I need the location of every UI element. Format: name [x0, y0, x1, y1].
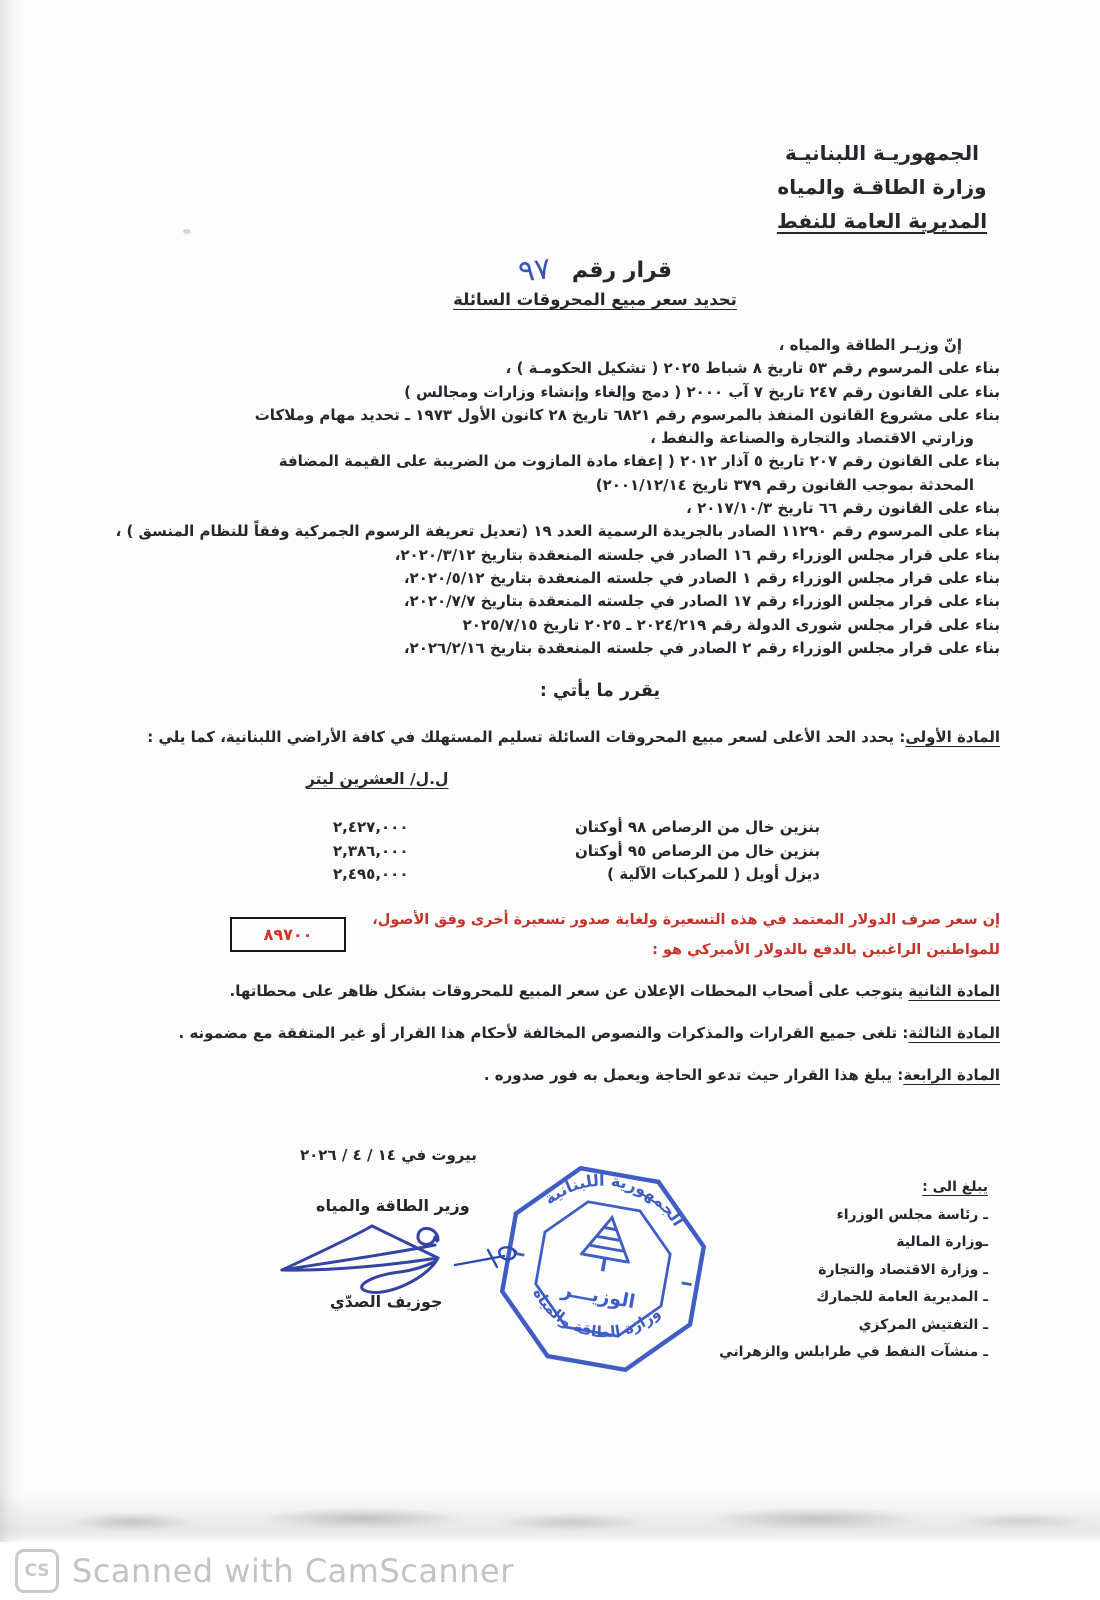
- preamble-clause: بناء على المرسوم رقم ١١٢٩٠ الصادر بالجريدة الرسمية العدد ١٩ (تعديل تعريفة الرسوم الجمركية وفقاً للنظام المنسق ) ،: [115, 522, 1000, 541]
- article-2-text: يتوجب على أصحاب المحطات الإعلان عن سعر المبيع للمحروقات بشكل ظاهر على محطاتها.: [229, 982, 909, 1000]
- list-item: ـ المديرية العامة للجمارك: [816, 1289, 988, 1305]
- list-item: ـوزارة المالية: [896, 1234, 988, 1250]
- stamp-ring-top-text: الجمهورية اللبنانية: [540, 1170, 688, 1230]
- exchange-note-line1: إن سعر صرف الدولار المعتمد في هذه التسعيرة ولغاية صدور تسعيرة أخرى وفق الأصول،: [372, 912, 1000, 928]
- scan-dot-artifact: [183, 229, 191, 234]
- preamble-clause: بناء على المرسوم رقم ٥٣ تاريخ ٨ شباط ٢٠٢٥ ( تشكيل الحكومـة ) ،: [505, 359, 1000, 378]
- letterhead: [752, 136, 1012, 238]
- distribution-list: [719, 1174, 988, 1367]
- preamble-clause: بناء على مشروع القانون المنفذ بالمرسوم رقم ٦٨٢١ تاريخ ٢٨ كانون الأول ١٩٧٣ ـ تحديد مهام وملاكات: [254, 405, 1000, 424]
- preamble-clause: بناء على قرار مجلس الوزراء رقم ٢ الصادر في جلسته المنعقدة بتاريخ ٢٠٢٦/٢/١٦،: [403, 638, 1000, 657]
- article-3-text: : تلغى جميع القرارات والمذكرات والنصوص المخالفة لأحكام هذا القرار أو غير المتفقة مع مضمونه .: [178, 1024, 909, 1042]
- article-3-label: المادة الثالثة: [908, 1024, 1000, 1042]
- letterhead-ministry: وزارة الطاقـة والمياه: [777, 175, 987, 199]
- article-1-label: المادة الأولى: [905, 728, 1000, 746]
- decree-number-line: [400, 250, 790, 290]
- preamble-clause: بناء على القانون رقم ٢٠٧ تاريخ ٥ آذار ٢٠١٢ ( إعفاء مادة المازوت من الضريبة على القيمة المضافة: [278, 452, 1000, 471]
- article-2: [130, 982, 1000, 1000]
- preamble-clause: بناء على القانون رقم ٦٦ تاريخ ٢٠١٧/١٠/٣ ،: [686, 499, 1000, 518]
- fuel-label: بنزين خال من الرصاص ٩٨ أوكتان: [574, 818, 820, 836]
- camscanner-text: Scanned with CamScanner: [72, 1552, 514, 1590]
- scan-left-edge-shadow: [0, 0, 24, 1542]
- table-row: [333, 840, 820, 864]
- place-date-line: بيروت في ١٤ / ٤ / ٢٠٢٦: [300, 1146, 477, 1164]
- article-4-label: المادة الرابعة: [903, 1066, 1000, 1084]
- stamp-ring-bottom-text: وزارة الطاقة والمياه: [529, 1284, 664, 1342]
- table-row: [333, 863, 820, 887]
- article-3: [130, 1024, 1000, 1042]
- exchange-rate-note: [360, 905, 1000, 965]
- article-2-label: المادة الثانية: [908, 982, 1000, 1000]
- article-1: [130, 728, 1000, 746]
- list-item: ـ التفتيش المركزي: [858, 1316, 988, 1333]
- decree-title-block: [400, 250, 790, 309]
- fuel-price-table: [333, 816, 820, 887]
- scan-shadow-band: [0, 1492, 1100, 1540]
- preamble-clause: بناء على قرار مجلس الوزراء رقم ١ الصادر في جلسته المنعقدة بتاريخ ٢٠٢٠/٥/١٢،: [403, 568, 1000, 587]
- exchange-note-line2: للمواطنين الراغبين بالدفع بالدولار الأميركي هو :: [652, 942, 1000, 958]
- article-4-text: : يبلغ هذا القرار حيث تدعو الحاجة ويعمل به فور صدوره .: [483, 1066, 904, 1084]
- decree-label: قرار رقم: [571, 258, 673, 283]
- cedar-tree-icon: [579, 1213, 637, 1275]
- article-1-text: : يحدد الحد الأعلى لسعر مبيع المحروقات السائلة تسليم المستهلك في كافة الأراضي اللبنانية، كما يلي :: [147, 728, 906, 746]
- preamble-clause: بناء على قرار مجلس الوزراء رقم ١٦ الصادر في جلسته المنعقدة بتاريخ ٢٠٢٠/٣/١٢،: [394, 545, 1000, 564]
- decree-subject: تحديد سعر مبيع المحروقات السائلة: [453, 290, 737, 309]
- list-item: ـ وزارة الاقتصاد والتجارة: [818, 1261, 988, 1278]
- list-item: ـ منشآت النفط في طرابلس والزهراني: [719, 1344, 988, 1360]
- preamble-intro: إنّ وزيـر الطاقة والمياه ،: [778, 336, 962, 354]
- stamp-center-text: الوزيـــر: [559, 1278, 637, 1314]
- fuel-price: ٢,٤٩٥,٠٠٠: [333, 865, 409, 883]
- preamble-clause: بناء على قرار مجلس الوزراء رقم ١٧ الصادر في جلسته المنعقدة بتاريخ ٢٠٢٠/٧/٧،: [403, 592, 1000, 611]
- preamble-clause-continuation: المحدثة بموجب القانون رقم ٣٧٩ تاريخ ٢٠٠١/١٢/١٤): [595, 475, 974, 494]
- minister-name: جوزيف الصدّي: [330, 1292, 443, 1311]
- fuel-label: ديزل أويل ( للمركبات الآلية ): [607, 865, 820, 883]
- letterhead-republic: الجمهوريـة اللبنانيـة: [785, 141, 979, 165]
- camscanner-footer: [0, 1542, 1100, 1600]
- preamble: [115, 334, 1000, 660]
- preamble-clause: بناء على قرار مجلس شورى الدولة رقم ٢٠٢٤/٢١٩ ـ ٢٠٢٥ تاريخ ٢٠٢٥/٧/١٥: [462, 615, 1000, 634]
- distribution-heading: يبلغ الى :: [922, 1179, 988, 1195]
- minister-title: وزير الطاقة والمياه: [316, 1196, 470, 1215]
- article-4: [130, 1066, 1000, 1084]
- operative-heading: يقرر ما يأتي :: [539, 681, 661, 701]
- preamble-clause: بناء على القانون رقم ٢٤٧ تاريخ ٧ آب ٢٠٠٠ ( دمج وإلغاء وإنشاء وزارات ومجالس ): [404, 382, 1000, 401]
- letterhead-directorate: المديرية العامة للنفط: [776, 209, 988, 233]
- preamble-clause-continuation: وزارتي الاقتصاد والتجارة والصناعة والنفط ،: [650, 429, 974, 448]
- fuel-price: ٢,٣٨٦,٠٠٠: [333, 841, 409, 860]
- exchange-rate-box: [230, 917, 346, 952]
- fuel-price: ٢,٤٢٧,٠٠٠: [333, 818, 409, 836]
- exchange-rate-value: ٨٩٧٠٠: [263, 925, 313, 944]
- table-row: [333, 816, 820, 840]
- fuel-label: بنزين خال من الرصاص ٩٥ أوكتان: [574, 841, 820, 860]
- price-unit-heading: ل.ل/ العشرين ليتر: [306, 770, 449, 788]
- minister-stamp: [474, 1140, 731, 1397]
- decree-number-handwritten: ٩٧: [516, 251, 553, 290]
- list-item: ـ رئاسة مجلس الوزراء: [836, 1206, 988, 1223]
- camscanner-icon: CS: [15, 1549, 59, 1593]
